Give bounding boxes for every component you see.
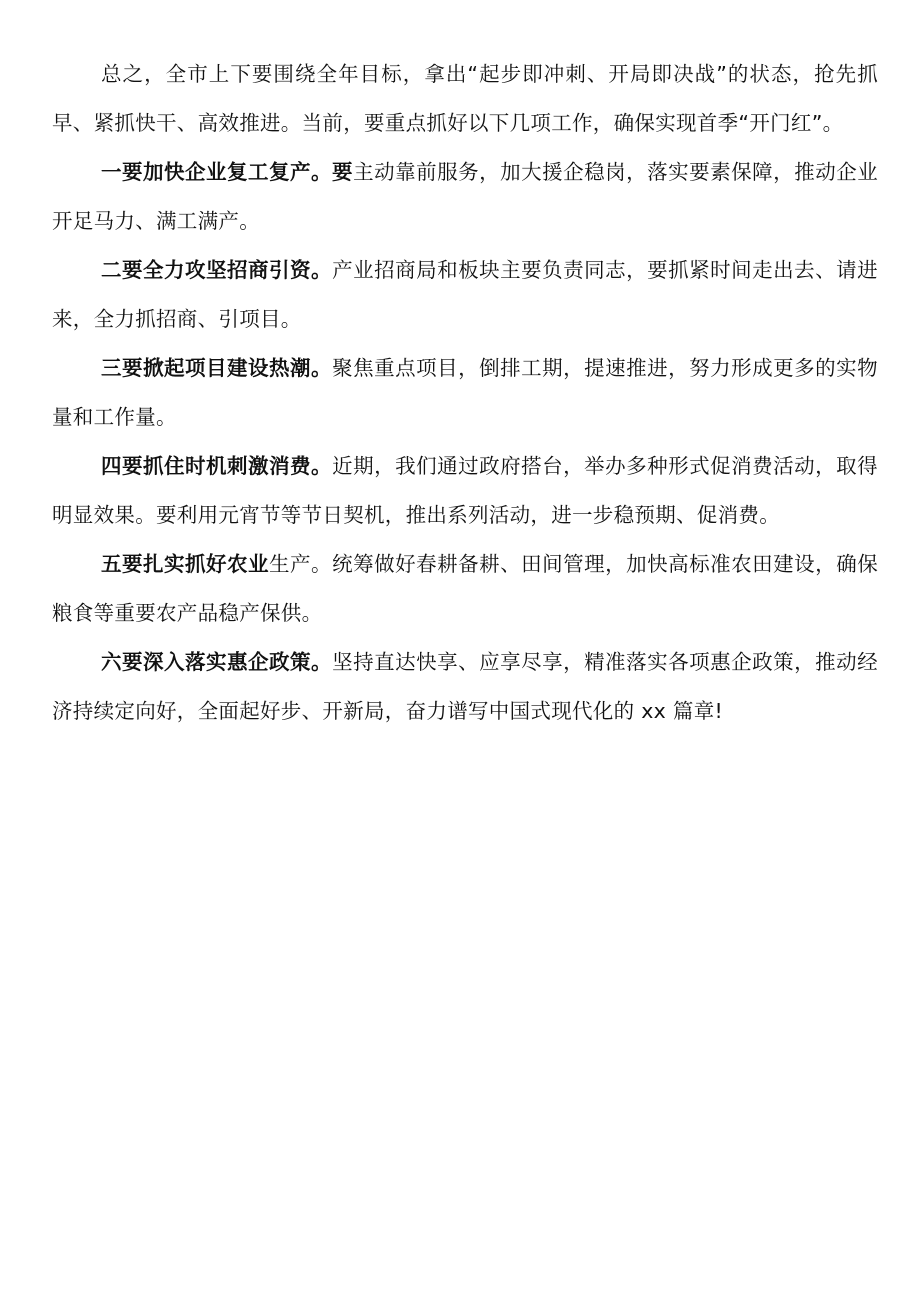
- item-body-1: 主动靠前服务，加大援企稳岗，落实要素保障，推动企业开足马力、满工满产。: [52, 160, 879, 233]
- document-page: [52, 50, 878, 736]
- item-body-5: 生产。统筹做好春耕备耕、田间管理，加快高标准农田建设，确保粮食等重要农产品稳产保供。: [52, 552, 878, 625]
- item-lead-1: 一要加快企业复工复产。要: [101, 160, 354, 184]
- item-paragraph-5: [52, 540, 878, 638]
- item-lead-3: 三要掀起项目建设热潮。: [101, 356, 333, 380]
- item-lead-4: 四要抓住时机刺激消费。: [101, 454, 333, 478]
- item-paragraph-3: [52, 344, 878, 442]
- item-lead-2: 二要全力攻坚招商引资。: [101, 258, 333, 282]
- item-lead-5: 五要扎实抓好农业: [101, 552, 270, 576]
- item-body-3: 聚焦重点项目，倒排工期，提速推进，努力形成更多的实物量和工作量。: [52, 356, 878, 429]
- item-paragraph-4: [52, 442, 878, 540]
- intro-paragraph: 总之，全市上下要围绕全年目标，拿出“起步即冲刺、开局即决战”的状态，抢先抓早、紧抓快干、高效推进。当前，要重点抓好以下几项工作，确保实现首季“开门红”。: [52, 62, 878, 135]
- item-lead-6: 六要深入落实惠企政策。: [101, 650, 333, 674]
- item-paragraph-2: [52, 246, 878, 344]
- item-body-4: 近期，我们通过政府搭台，举办多种形式促消费活动，取得明显效果。要利用元宵节等节日契机，推出系列活动，进一步稳预期、促消费。: [52, 454, 878, 527]
- item-body-6: 坚持直达快享、应享尽享，精准落实各项惠企政策，推动经济持续定向好，全面起好步、开新局，奋力谱写中国式现代化的 xx 篇章!: [52, 650, 878, 723]
- item-paragraph-1: [52, 148, 878, 246]
- item-paragraph-6: [52, 638, 878, 736]
- item-body-2: 产业招商局和板块主要负责同志，要抓紧时间走出去、请进来，全力抓招商、引项目。: [52, 258, 878, 331]
